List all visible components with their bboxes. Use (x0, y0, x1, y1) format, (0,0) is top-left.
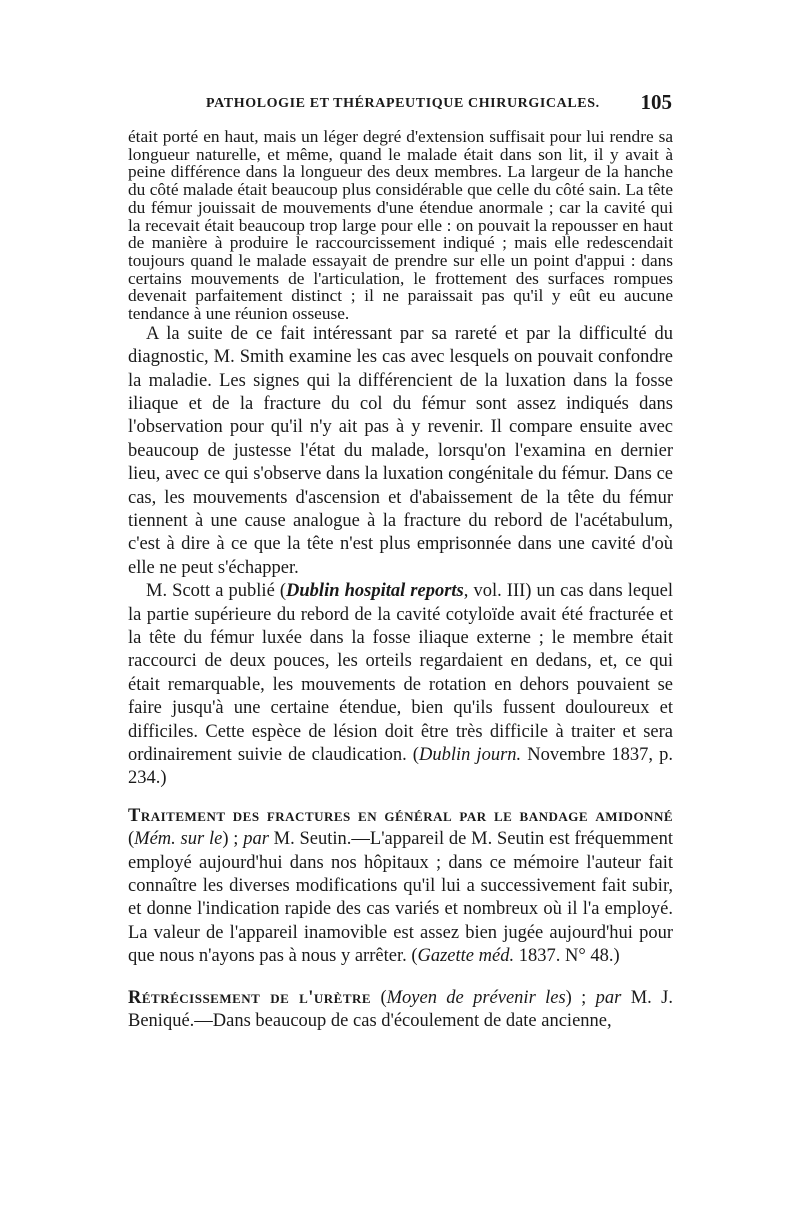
running-title: PATHOLOGIE ET THÉRAPEUTIQUE CHIRURGICALES. (206, 96, 600, 111)
par-word: par (243, 829, 269, 850)
reference-title: Dublin journ. (418, 745, 522, 766)
gazette-title: Gazette méd. (417, 946, 515, 967)
text-run: M. Seutin.—L'appareil de M. Seutin est fréquemment employé aujourd'hui dans nos hôpitaux ; dans ce mémoire l'auteur fait connaître les diverses modifications qu'il lui a successivement fait subir, et donne l'indication rapide des cas variés et nombreux où il l'a employé. La valeur de l'appareil inamovible est assez bien jugée aujourd'hui pour que nous n'ayons pas à nous y arrêter. ( (128, 829, 673, 967)
text-run: M. J. Beniqué.—Dans beaucoup de cas d'écoulement de date ancienne, (128, 987, 673, 1032)
text-run: 1837. N° 48.) (514, 946, 620, 967)
moyen-title: Moyen de prévenir les (386, 987, 566, 1008)
section-beniqué (128, 987, 673, 1034)
paragraph-scott-case (128, 580, 673, 791)
paragraph-smith-diagnosis: A la suite de ce fait intéressant par sa rareté et par la difficulté du diagnostic, M. Smith examine les cas avec lesquels on pouvait confondre la maladie. Les signes qui la différencient de la luxation dans la fosse iliaque et de la fracture du col du fémur sont assez indiqués dans l'observation pour qu'il n'y ait pas à y revenir. Il compare ensuite avec beaucoup de justesse l'état du malade, lorsqu'on l'examina en dernier lieu, avec ce qui s'observe dans la luxation congénitale du fémur. Dans ce cas, les mouvements d'ascension et d'abaissement de la tête du fémur tiennent à une cause analogue à la fracture du rebord de l'acétabulum, c'est à dire à ce que la tête n'est plus emprisonnée dans une cavité d'où elle ne peut s'échapper. (128, 323, 673, 578)
page-number: 105 (640, 90, 672, 114)
section-heading: Rétrécissement de l'urètre (128, 987, 372, 1008)
section-seutin (128, 805, 673, 969)
text-run: ) ; (565, 987, 596, 1008)
memoir-title: Mém. sur le (134, 829, 223, 850)
text-run: ( (371, 987, 387, 1008)
text-run: Novembre 1837, p. 234.) (128, 745, 673, 789)
paragraph-continued: était porté en haut, mais un léger degré d'extension suffisait pour lui rendre sa longueur naturelle, et même, quand le malade était dans son lit, il y avait à peine différence dans la longueur des deux membres. La largeur de la hanche du côté malade était beaucoup plus considérable que celle du côté sain. La tête du fémur jouissait de mouvements d'une étendue anormale ; car la cavité qui la recevait était beaucoup trop large pour elle : on pouvait la repousser en haut de manière à produire le raccourcissement indiqué ; mais elle redescendait toujours quand le malade essayait de prendre sur elle un point d'appui : dans certains mouvements de l'articulation, le frottement des surfaces rompues devenait parfaitement distinct ; il ne paraissait pas qu'il y eût eu aucune tendance à une réunion osseuse. (128, 127, 673, 324)
journal-title: Dublin hospital reports (286, 581, 464, 602)
spacer (128, 969, 673, 987)
text-run: ( (128, 829, 135, 850)
section-heading: Traitement des fractures en général par le bandage amidonné (128, 805, 673, 826)
spacer (128, 791, 673, 805)
body-text (128, 128, 673, 1034)
text-run: M. Scott a publié ( (146, 581, 287, 602)
text-run: ) ; (222, 829, 244, 850)
text-run: , vol. III) un cas dans lequel la partie supérieure du rebord de la cavité cotyloïde avait été fracturée et la tête du fémur luxée dans la fosse iliaque externe ; le membre était raccourci de deux pouces, les orteils regardaient en dedans, et, ce qui était remarquable, les mouvements de rotation en dehors pouvaient se faire jusqu'à une certaine étendue, bien qu'ils fussent douloureux et difficiles. Cette espèce de lésion doit être très difficile à traiter et sera ordinairement suivie de claudication. ( (128, 581, 673, 766)
running-head (128, 90, 672, 118)
par-word: par (595, 987, 622, 1008)
